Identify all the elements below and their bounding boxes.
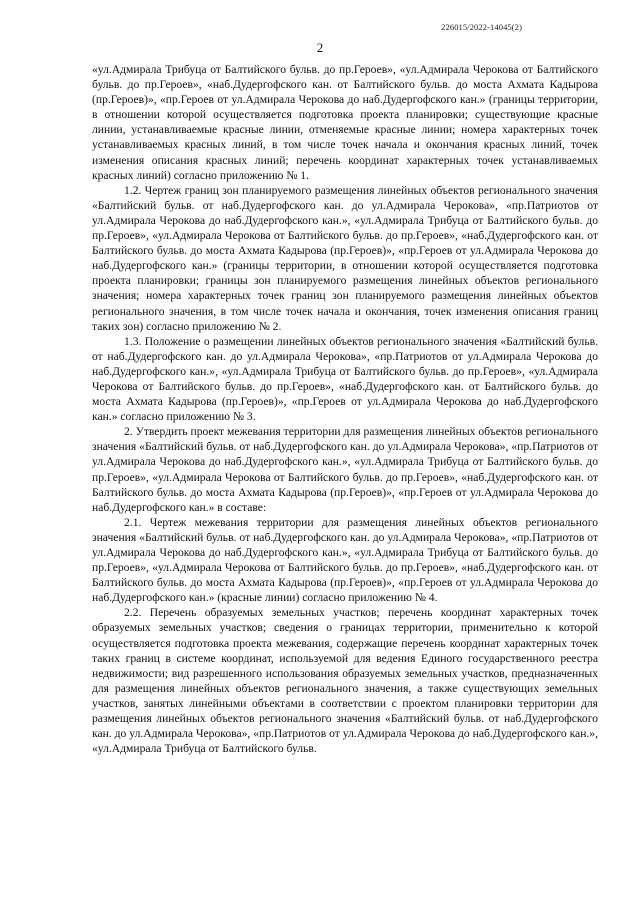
page-number: 2 bbox=[316, 40, 324, 55]
paragraph-2-1: 2.1. Чертеж межевания территории для размещения линейных объектов регионального значения «Балтийский бульв. от наб.Дудергофского кан. до ул.Адмирала Черокова», «пр.Патриотов от ул.Адмирала Черокова до наб.Дудергофского кан.», «ул.Адмирала Трибуца от Балтийского бульв. до пр.Героев», «ул.Адмирала Черокова от Балтийского бульв. до пр.Героев», «наб.Дудергофского кан. от Балтийского бульв. до моста Ахмата Кадырова (пр.Героев)», «пр.Героев от ул.Адмирала Черокова до наб.Дудергофского кан.» (красные линии) согласно приложению № 4. bbox=[92, 515, 598, 605]
paragraph-1-3: 1.3. Положение о размещении линейных объектов регионального значения «Балтийский бульв. от наб.Дудергофского кан. до ул.Адмирала Черокова», «пр.Патриотов от ул.Адмирала Черокова до наб.Дудергофского кан.», «ул.Адмирала Трибуца от Балтийского бульв. до пр.Героев», «ул.Адмирала Черокова от Балтийского бульв. до пр.Героев», «наб.Дудергофского кан. от Балтийского бульв. до моста Ахмата Кадырова (пр.Героев)», «пр.Героев от ул.Адмирала Черокова до наб.Дудергофского кан.» согласно приложению № 3. bbox=[92, 334, 598, 424]
document-body bbox=[92, 62, 598, 756]
paragraph-2: 2. Утвердить проект межевания территории для размещения линейных объектов регионального значения «Балтийский бульв. от наб.Дудергофского кан. до ул.Адмирала Черокова», «пр.Патриотов от ул.Адмирала Черокова до наб.Дудергофского кан.», «ул.Адмирала Трибуца от Балтийского бульв. до пр.Героев», «ул.Адмирала Черокова от Балтийского бульв. до пр.Героев», «наб.Дудергофского кан. от Балтийского бульв. до моста Ахмата Кадырова (пр.Героев)», «пр.Героев от ул.Адмирала Черокова до наб.Дудергофского кан.» в составе: bbox=[92, 425, 598, 514]
paragraph-continuation: «ул.Адмирала Трибуца от Балтийского бульв. до пр.Героев», «ул.Адмирала Черокова от Балтийского бульв. до пр.Героев», «наб.Дудергофского кан. от Балтийского бульв. до моста Ахмата Кадырова (пр.Героев)», «пр.Героев от ул.Адмирала Черокова до наб.Дудергофского кан.» (границы территории, в отношении которой осуществляется подготовка проекта планировки; существующие красные линии, устанавливаемые красные линии, отменяемые красные линии; номера характерных точек устанавливаемых красных линий, в том числе точек начала и окончания красных линий, точек изменения описания красных линий; перечень координат характерных точек устанавливаемых красных линий) согласно приложению № 1. bbox=[92, 63, 598, 182]
paragraph-1-2: 1.2. Чертеж границ зон планируемого размещения линейных объектов регионального значения «Балтийский бульв. от наб.Дудергофского кан. до ул.Адмирала Черокова», «пр.Патриотов от ул.Адмирала Черокова до наб.Дудергофского кан.», «ул.Адмирала Трибуца от Балтийского бульв. до пр.Героев», «ул.Адмирала Черокова от Балтийского бульв. до пр.Героев», «наб.Дудергофского кан. от Балтийского бульв. до моста Ахмата Кадырова (пр.Героев)», «пр.Героев от ул.Адмирала Черокова до наб.Дудергофского кан.» (границы территории, в отношении которой осуществляется подготовка проекта планировки; границы зон планируемого размещения линейных объектов регионального значения; номера характерных точек границ зон планируемого размещения линейных объектов регионального значения, в том числе точек начала и окончания, точек изменения описания границ таких зон) согласно приложению № 2. bbox=[92, 183, 598, 333]
document-id: 226015/2022-14045(2) bbox=[441, 22, 522, 32]
paragraph-2-2: 2.2. Перечень образуемых земельных участков; перечень координат характерных точек образуемых земельных участков; сведения о границах территории, применительно к которой осуществляется подготовка проекта межевания, содержащие перечень координат характерных точек таких границ в системе координат, используемой для ведения Единого государственного реестра недвижимости; вид разрешенного использования образуемых земельных участков, предназначенных для размещения линейных объектов регионального значения, а также существующих земельных участков, занятых линейными объектами в соответствии с проектом планировки территории для размещения линейных объектов регионального значения «Балтийский бульв. от наб.Дудергофского кан. до ул.Адмирала Черокова», «пр.Патриотов от ул.Адмирала Черокова до наб.Дудергофского кан.», «ул.Адмирала Трибуца от Балтийского бульв. bbox=[92, 606, 598, 756]
